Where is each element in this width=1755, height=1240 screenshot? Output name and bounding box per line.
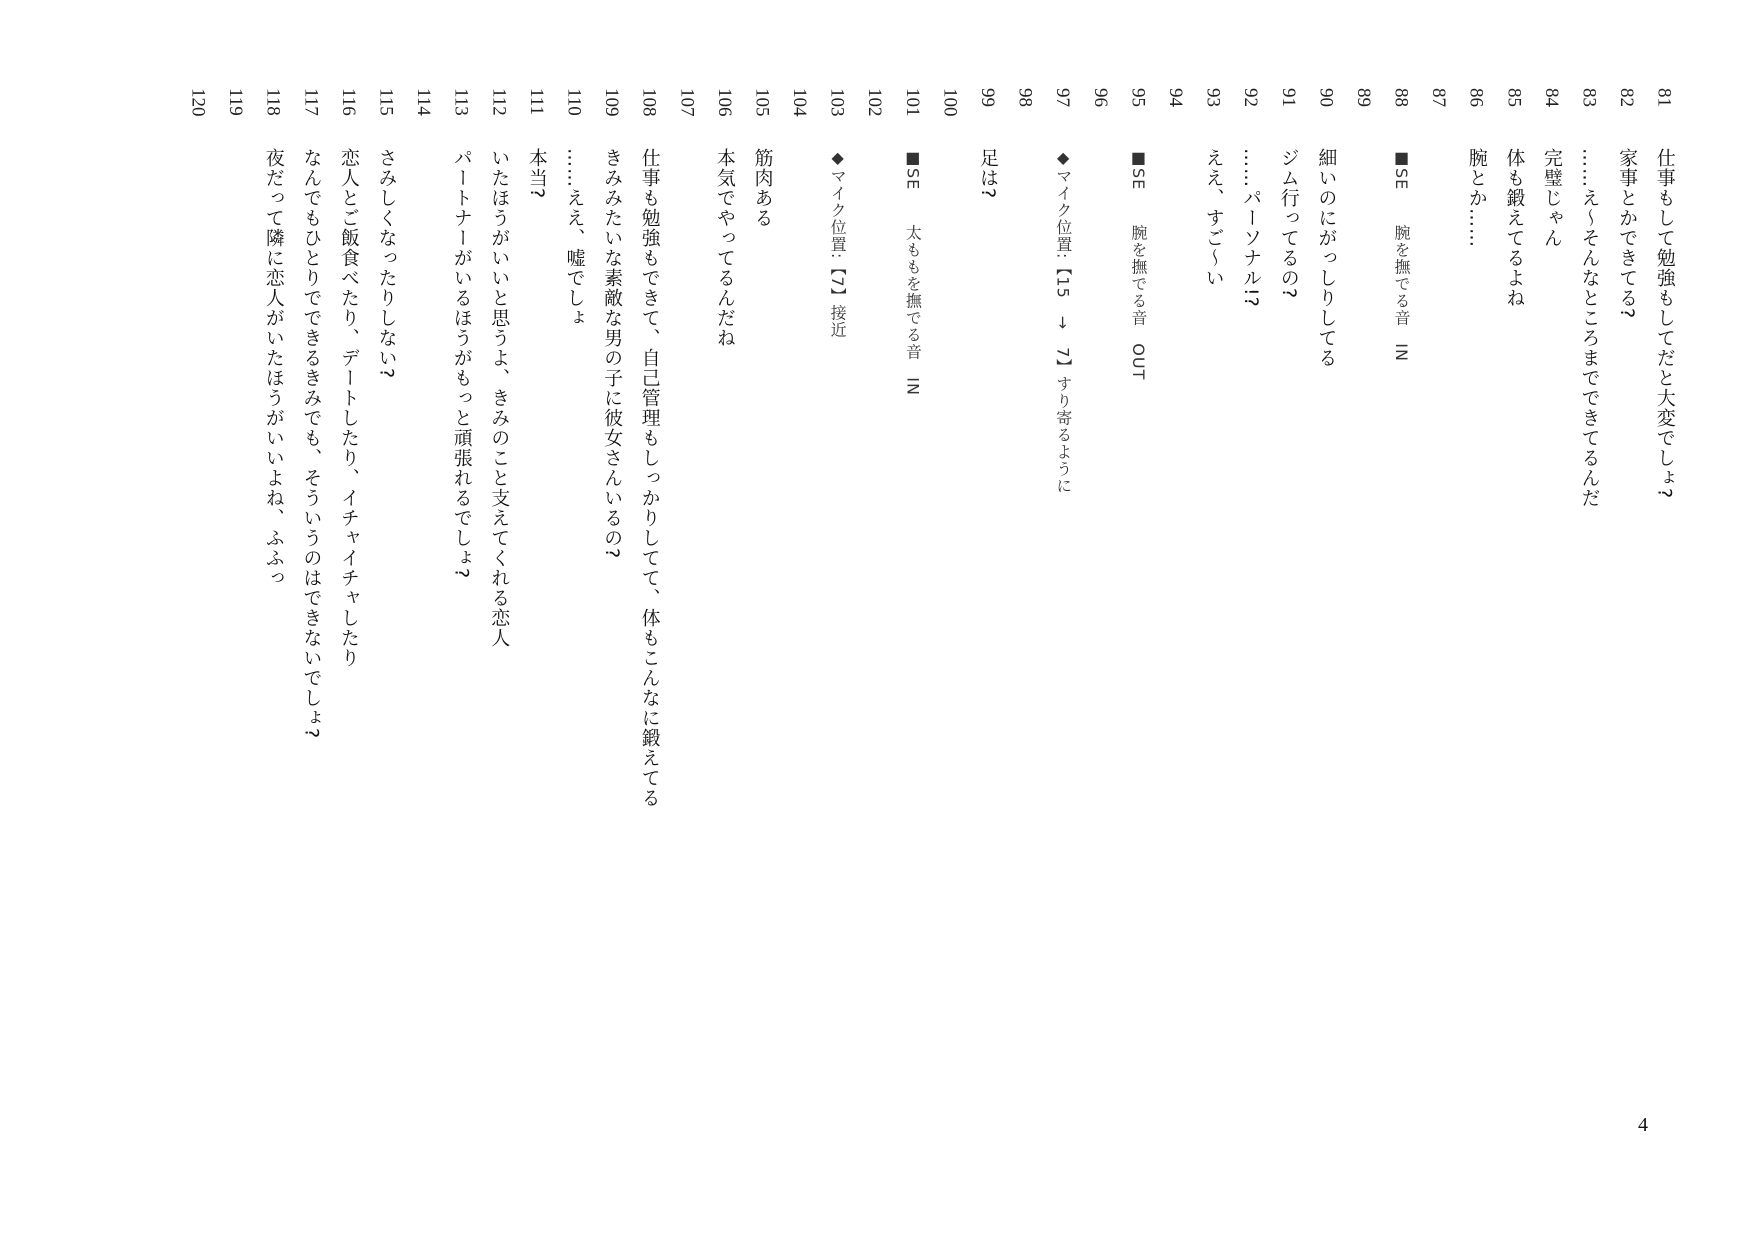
script-line [1457, 88, 1495, 848]
script-line [405, 88, 443, 848]
line-number: 114 [413, 88, 435, 116]
line-number: 92 [1240, 88, 1262, 107]
script-line [1645, 88, 1683, 848]
dialogue-line: 体も鍛えてるよね [1503, 148, 1526, 308]
script-line [1269, 88, 1307, 848]
dialogue-line: ええ、すご〜い [1202, 148, 1225, 288]
script-line [1119, 88, 1157, 848]
dialogue-line: ジム行ってるの? [1277, 148, 1300, 300]
script-line [856, 88, 894, 848]
dialogue-line: いたほうがいいと思うよ、きみのこと支えてくれる恋人 [488, 148, 511, 648]
script-line [1533, 88, 1571, 848]
script-line [1006, 88, 1044, 848]
script-line [668, 88, 706, 848]
line-number: 94 [1164, 88, 1186, 107]
line-number: 111 [525, 88, 547, 116]
script-line [743, 88, 781, 848]
line-number: 109 [601, 88, 623, 117]
dialogue-line: 仕事も勉強もできて、自己管理もしっかりしてて、体もこんなに鍛えてる [638, 148, 661, 808]
dialogue-line: 本当? [525, 148, 548, 200]
stage-direction: ■SE 腕を撫でる音 IN [1392, 148, 1412, 362]
script-line [1232, 88, 1270, 848]
dialogue-line: きみみたいな素敵な男の子に彼女さんいるの? [601, 148, 624, 560]
line-number: 89 [1352, 88, 1374, 107]
line-number: 119 [225, 88, 247, 116]
script-line [1570, 88, 1608, 848]
line-number: 103 [826, 88, 848, 117]
stage-direction: ■SE 腕を撫でる音 OUT [1128, 148, 1148, 381]
script-line [1194, 88, 1232, 848]
dialogue-line: パートナーがいるほうがもっと頑張れるでしょ? [450, 148, 473, 580]
dialogue-line: 家事とかできてる? [1616, 148, 1639, 320]
script-line [1608, 88, 1646, 848]
script-line [367, 88, 405, 848]
script-line [1044, 88, 1082, 848]
line-number: 105 [751, 88, 773, 117]
line-number: 87 [1428, 88, 1450, 107]
line-number: 86 [1465, 88, 1487, 107]
script-line [518, 88, 556, 848]
script-line [254, 88, 292, 848]
dialogue-line: 腕とか…… [1465, 148, 1488, 248]
dialogue-line: 筋肉ある [751, 148, 774, 228]
dialogue-line: ……え〜そんなところまでできてるんだ [1578, 148, 1601, 508]
line-number: 117 [300, 88, 322, 116]
line-number: 110 [563, 88, 585, 116]
dialogue-line: 足は? [977, 148, 1000, 200]
script-line [1495, 88, 1533, 848]
script-line [179, 88, 217, 848]
script-line [894, 88, 932, 848]
page-number: 4 [1638, 1114, 1648, 1136]
line-number: 118 [262, 88, 284, 116]
line-number: 100 [939, 88, 961, 117]
line-number: 83 [1578, 88, 1600, 107]
line-number: 95 [1127, 88, 1149, 107]
dialogue-line: 細いのにがっしりしてる [1315, 148, 1338, 368]
script-line [1082, 88, 1120, 848]
line-number: 85 [1503, 88, 1525, 107]
line-number: 84 [1540, 88, 1562, 107]
line-number: 91 [1277, 88, 1299, 107]
dialogue-line: 本気でやってるんだね [713, 148, 736, 348]
dialogue-line: 仕事もして勉強もしてだと大変でしょ? [1653, 148, 1676, 500]
dialogue-line: さみしくなったりしない? [375, 148, 398, 380]
script-line [292, 88, 330, 848]
line-number: 113 [450, 88, 472, 116]
script-line [1157, 88, 1195, 848]
line-number: 98 [1014, 88, 1036, 107]
script-line [217, 88, 255, 848]
stage-direction: ◆マイク位置:【15 → 7】すり寄るように [1053, 148, 1073, 495]
line-number: 90 [1315, 88, 1337, 107]
line-number: 101 [901, 88, 923, 117]
script-line [1345, 88, 1383, 848]
script-line [593, 88, 631, 848]
line-number: 115 [375, 88, 397, 116]
dialogue-line: 完璧じゃん [1540, 148, 1563, 248]
script-line [1382, 88, 1420, 848]
script-line [630, 88, 668, 848]
script-line [555, 88, 593, 848]
line-number: 120 [187, 88, 209, 117]
line-number: 116 [337, 88, 359, 116]
line-number: 96 [1089, 88, 1111, 107]
dialogue-line: 夜だって隣に恋人がいたほうがいいよね、ふふっ [262, 148, 285, 588]
line-number: 107 [676, 88, 698, 117]
dialogue-line: ……パーソナル!? [1240, 148, 1263, 308]
stage-direction: ■SE 太ももを撫でる音 IN [903, 148, 923, 396]
script-line [818, 88, 856, 848]
line-number: 88 [1390, 88, 1412, 107]
script-line [442, 88, 480, 848]
dialogue-line: 恋人とご飯食べたり、デートしたり、イチャイチャしたり [337, 148, 360, 668]
line-number: 93 [1202, 88, 1224, 107]
script-line [969, 88, 1007, 848]
script-line [1420, 88, 1458, 848]
script-line [706, 88, 744, 848]
line-number: 97 [1052, 88, 1074, 107]
script-line [480, 88, 518, 848]
script-line [1307, 88, 1345, 848]
line-number: 106 [713, 88, 735, 117]
line-number: 82 [1616, 88, 1638, 107]
line-number: 81 [1653, 88, 1675, 107]
dialogue-line: なんでもひとりでできるきみでも、そういうのはできないでしょ? [300, 148, 323, 740]
script-line [781, 88, 819, 848]
script-line [330, 88, 368, 848]
line-number: 108 [638, 88, 660, 117]
stage-direction: ◆マイク位置:【7】接近 [828, 148, 848, 339]
dialogue-line: ……ええ、嘘でしょ [563, 148, 586, 328]
line-number: 99 [977, 88, 999, 107]
line-number: 104 [789, 88, 811, 117]
script-line [931, 88, 969, 848]
script-lines [179, 88, 1683, 848]
line-number: 102 [864, 88, 886, 117]
line-number: 112 [488, 88, 510, 116]
